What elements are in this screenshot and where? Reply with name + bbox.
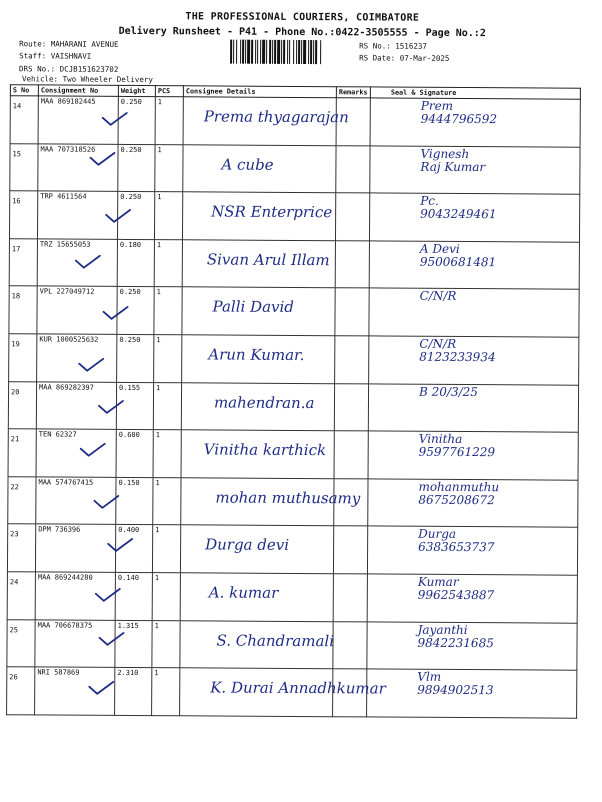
row-weight: 0.150 (116, 477, 153, 525)
row-consignee-details (182, 287, 335, 336)
barcode-bar (315, 40, 317, 64)
row-consignee-details (181, 478, 361, 527)
signature-handwritten: Vinitha 9597761229 (418, 431, 496, 460)
signature-handwritten: mohanmuthu 8675208672 (418, 479, 500, 507)
row-signature (367, 669, 577, 718)
consignment-number: MAA 574767415 (38, 478, 94, 487)
barcode-bar (257, 40, 258, 64)
barcode-bar (245, 40, 246, 64)
delivered-tick-icon (106, 537, 134, 553)
row-consignment-no (35, 524, 115, 572)
barcode-bar (296, 40, 297, 64)
drs-number: DRS No.: DCJB151623702 (18, 64, 119, 74)
delivered-tick-icon (97, 398, 125, 414)
table-row (10, 143, 580, 194)
row-consignment-no (37, 334, 117, 382)
barcode-bar (277, 40, 280, 64)
header-remarks: Remarks (336, 87, 370, 98)
consignee-name-handwritten: S. Chandramali (216, 631, 335, 650)
barcode-bar (298, 40, 300, 64)
row-remarks (335, 288, 369, 336)
barcode-bar (283, 40, 285, 64)
row-signature (368, 383, 578, 432)
table-row (7, 619, 577, 670)
row-pcs: 1 (154, 287, 182, 335)
row-consignment-no (36, 429, 116, 477)
row-pcs: 1 (155, 144, 183, 192)
row-remarks (333, 621, 367, 669)
delivered-tick-icon (94, 587, 122, 603)
table-row (10, 96, 580, 147)
row-consignment-no (38, 96, 118, 144)
row-remarks (334, 431, 368, 479)
table-row (8, 476, 578, 527)
barcode-bar (255, 40, 256, 64)
consignee-name-handwritten: Prema thyagarajan (203, 107, 349, 127)
delivered-tick-icon (92, 493, 120, 509)
runsheet-subtitle: Delivery Runsheet - P41 - Phone No.:0422-3505555 - Page No.:2 (118, 25, 486, 40)
delivered-tick-icon (101, 305, 129, 321)
row-consignment-no (36, 381, 116, 429)
signature-handwritten: Vignesh Raj Kumar (420, 146, 486, 174)
row-pcs: 1 (152, 573, 180, 621)
barcode-bar (301, 40, 302, 64)
barcode-bar (274, 40, 276, 64)
barcode-bar (260, 40, 261, 64)
delivered-tick-icon (97, 630, 125, 646)
row-weight: 0.400 (115, 525, 152, 573)
consignment-number: TRP 4611564 (40, 192, 87, 201)
header-consignment: Consignment No (38, 85, 118, 96)
header-consignee: Consignee Details (183, 86, 336, 98)
barcode-bar (303, 40, 306, 64)
table-row (7, 572, 577, 623)
consignee-name-handwritten: Durga devi (205, 535, 290, 555)
signature-handwritten: Pc. 9043249461 (420, 193, 497, 222)
row-signature (370, 146, 580, 195)
row-consignment-no (38, 143, 118, 191)
consignee-name-handwritten: NSR Enterprice (211, 202, 333, 222)
barcode (230, 40, 350, 65)
consignment-number: MAA 869244280 (37, 573, 93, 582)
delivered-tick-icon (87, 680, 115, 696)
barcode-bar (320, 40, 321, 64)
table-row (7, 524, 577, 575)
barcode-bar (251, 40, 253, 64)
barcode-bar (262, 40, 265, 64)
consignee-name-handwritten: Arun Kumar. (208, 345, 305, 364)
consignment-number: MAA 869182445 (40, 97, 96, 106)
company-title: THE PROFESSIONAL COURIERS, COIMBATORE (185, 11, 420, 24)
row-remarks (334, 383, 368, 431)
row-sno: 21 (8, 429, 36, 477)
consignment-number: TEN 62327 (38, 430, 77, 439)
row-weight: 0.250 (117, 287, 154, 335)
row-weight: 0.250 (118, 96, 155, 144)
row-consignee-details (182, 192, 335, 241)
rs-number: RS No.: 1516237 (359, 41, 427, 51)
consignment-number: DPM 736396 (38, 525, 81, 535)
barcode-bar (236, 40, 237, 64)
row-weight: 2.310 (115, 667, 152, 715)
row-remarks (335, 336, 369, 384)
delivery-table (6, 84, 581, 718)
row-consignee-details (183, 97, 349, 146)
signature-handwritten: C/N/R 8123233934 (419, 336, 496, 365)
row-pcs: 1 (153, 382, 181, 430)
row-consignment-no (36, 477, 116, 525)
table-row (9, 334, 579, 385)
barcode-bar (308, 40, 309, 64)
row-remarks (333, 526, 367, 574)
row-sno: 19 (9, 334, 37, 382)
row-weight: 1.315 (115, 620, 152, 668)
row-pcs: 1 (152, 525, 180, 573)
signature-handwritten: C/N/R (419, 289, 457, 304)
row-consignee-details (180, 525, 333, 574)
signature-handwritten: B 20/3/25 (419, 384, 479, 399)
header-sno: S No (10, 85, 38, 96)
consignee-name-handwritten: K. Durai Annadhkumar (210, 678, 386, 698)
barcode-bar (310, 40, 312, 64)
row-sno: 20 (8, 381, 36, 429)
row-signature (369, 288, 579, 337)
consignee-name-handwritten: Palli David (212, 297, 294, 317)
barcode-bar (240, 40, 241, 64)
consignment-number: MAA 707318526 (40, 145, 96, 154)
row-weight: 0.250 (118, 144, 155, 192)
row-signature (367, 621, 577, 670)
row-pcs: 1 (155, 97, 183, 145)
route-label: Route: MAHARANI AVENUE (19, 39, 119, 49)
row-sno: 15 (10, 143, 38, 191)
barcode-bar (293, 40, 294, 64)
barcode-bar (242, 40, 244, 64)
header-signature: Seal & Signature (370, 87, 580, 99)
row-signature (369, 241, 579, 290)
signature-handwritten: Vlm 9894902513 (417, 669, 494, 698)
row-weight: 0.140 (115, 572, 152, 620)
barcode-bar (247, 40, 250, 64)
vehicle-label: Vehicle: Two Wheeler Delivery (21, 74, 153, 85)
row-weight: 0.250 (117, 334, 154, 382)
signature-handwritten: Kumar 9962543887 (417, 574, 495, 603)
barcode-bar (289, 40, 290, 64)
table-row (8, 429, 578, 480)
barcode-bar (266, 40, 267, 64)
row-remarks (336, 145, 370, 193)
barcode-bar (281, 40, 282, 64)
signature-handwritten: Jayanthi 9842231685 (417, 622, 494, 650)
row-consignee-details (182, 240, 335, 289)
row-consignment-no (35, 619, 115, 667)
consignee-name-handwritten: mohan muthusamy (215, 488, 361, 508)
row-consignee-details (180, 620, 333, 669)
table-row (8, 381, 578, 432)
row-consignment-no (35, 667, 115, 715)
row-sno: 24 (7, 572, 35, 620)
row-signature (368, 479, 578, 528)
header-weight: Weight (118, 85, 155, 96)
row-sno: 25 (7, 619, 35, 667)
delivered-tick-icon (88, 150, 116, 166)
row-consignee-details (181, 382, 334, 431)
row-consignee-details (180, 573, 333, 622)
consignment-number: MAA 706678375 (37, 620, 93, 630)
row-signature (369, 193, 579, 242)
signature-handwritten: Prem 9444796592 (420, 98, 498, 127)
row-sno: 16 (9, 191, 37, 239)
row-consignee-details (182, 335, 335, 384)
barcode-bar (230, 40, 232, 64)
barcode-bar (287, 40, 288, 64)
row-pcs: 1 (152, 668, 180, 716)
consignee-name-handwritten: A. kumar (208, 583, 279, 602)
consignment-number: TRZ 15655053 (39, 240, 91, 249)
delivered-tick-icon (101, 111, 129, 127)
row-signature (367, 526, 577, 575)
row-sno: 14 (10, 96, 38, 144)
table-row (9, 286, 579, 337)
delivered-tick-icon (79, 442, 107, 458)
row-pcs: 1 (154, 239, 182, 287)
row-pcs: 1 (153, 477, 181, 525)
row-sno: 23 (7, 524, 35, 572)
delivered-tick-icon (74, 253, 102, 269)
table-row (7, 667, 577, 718)
consignment-number: KUR 1000525632 (39, 335, 99, 344)
row-signature (369, 336, 579, 385)
barcode-bar (233, 40, 234, 64)
row-sno: 18 (9, 286, 37, 334)
barcode-bar (272, 40, 273, 64)
consignee-name-handwritten: Vinitha karthick (203, 440, 327, 460)
barcode-bar (269, 40, 271, 64)
row-pcs: 1 (154, 192, 182, 240)
row-remarks (335, 240, 369, 288)
row-pcs: 1 (153, 430, 181, 478)
consignee-name-handwritten: mahendran.a (213, 393, 315, 412)
row-consignment-no (35, 572, 115, 620)
row-signature (368, 431, 578, 480)
row-sno: 17 (9, 239, 37, 287)
row-signature (370, 98, 580, 147)
row-remarks (333, 574, 367, 622)
row-sno: 26 (7, 667, 35, 715)
consignment-number: VPL 227049712 (39, 287, 95, 297)
row-consignee-details (181, 430, 334, 479)
row-weight: 0.155 (116, 382, 153, 430)
table-row (9, 191, 579, 242)
consignee-name-handwritten: A cube (221, 155, 274, 174)
signature-handwritten: Durga 6383653737 (418, 527, 495, 555)
consignment-number: MAA 869282397 (39, 382, 94, 392)
consignee-name-handwritten: Sivan Arul Illam (206, 250, 330, 269)
delivered-tick-icon (104, 208, 132, 224)
row-weight: 0.600 (116, 430, 153, 478)
table-row (9, 239, 579, 290)
row-weight: 0.180 (117, 239, 154, 287)
header-pcs: PCS (155, 86, 183, 97)
row-sno: 22 (8, 476, 36, 524)
staff-label: Staff: VAISHNAVI (19, 51, 92, 61)
row-remarks (335, 193, 369, 241)
row-consignment-no (37, 191, 117, 239)
row-consignee-details (183, 144, 336, 193)
barcode-bar (313, 40, 314, 64)
rs-date: RS Date: 07-Mar-2025 (359, 53, 450, 63)
delivered-tick-icon (77, 357, 105, 373)
row-pcs: 1 (154, 335, 182, 383)
row-consignment-no (37, 286, 117, 334)
signature-handwritten: A Devi 9500681481 (419, 241, 497, 269)
row-signature (367, 574, 577, 623)
row-pcs: 1 (152, 620, 180, 668)
row-consignee-details (180, 668, 386, 717)
row-weight: 0.250 (117, 192, 154, 240)
row-consignment-no (37, 239, 117, 287)
consignment-number: NRI 587869 (37, 668, 80, 677)
